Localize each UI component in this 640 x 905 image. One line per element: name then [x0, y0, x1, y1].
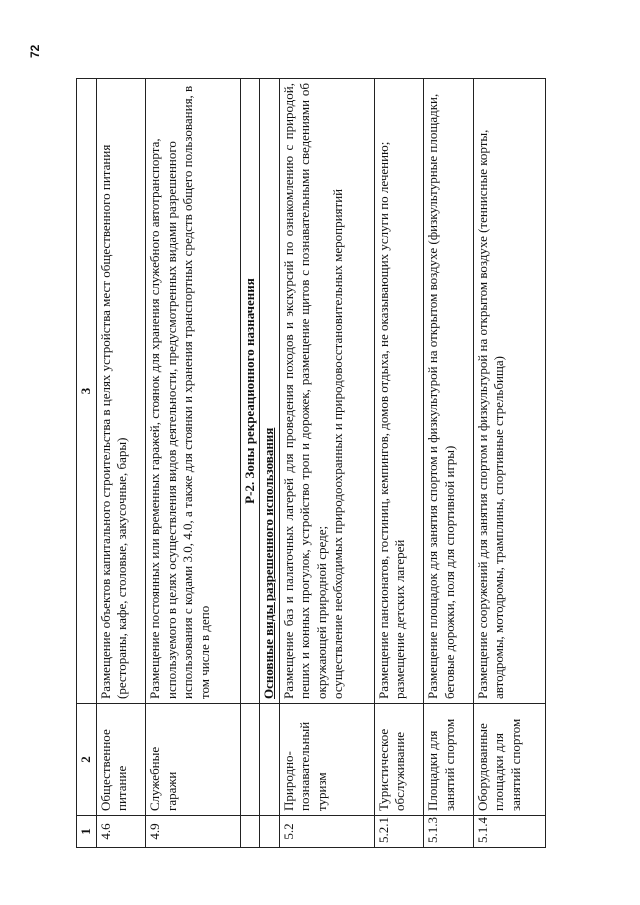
page-number: 72 [28, 44, 42, 58]
land-use-table [76, 78, 546, 848]
table-row [96, 79, 146, 848]
subsection-spacer-2 [260, 704, 280, 816]
description-line: Размещение площадок для занятия спортом и физкультурой на открытом воздухе (физкультурные площадки, беговые дорожки, поля для спортивной игры) [425, 93, 457, 699]
table-row [374, 79, 424, 848]
row-description [279, 79, 374, 704]
subsection-row [260, 79, 280, 848]
rotated-table-sheet [76, 78, 546, 848]
row-description [374, 79, 424, 704]
description-line: Размещение сооружений для занятия спортом и физкультурой на открытом воздухе (теннисные корты, автодромы, мотодромы, трамплины, спортивные стрельбища) [474, 129, 507, 699]
row-name: Оборудованные площадки для занятий спортом [473, 704, 545, 816]
header-cell-2: 2 [77, 704, 97, 816]
table-row [146, 79, 241, 848]
table-row [473, 79, 545, 848]
row-code: 5.2.1 [374, 816, 424, 848]
subsection-spacer-1 [260, 816, 280, 848]
subsection-title: Основные виды разрешенного использования [260, 79, 280, 704]
section-row [240, 79, 260, 848]
table-row [424, 79, 474, 848]
row-code: 5.1.3 [424, 816, 474, 848]
section-spacer-2 [240, 704, 260, 816]
row-name: Туристическое обслуживание [374, 704, 424, 816]
row-name: Природно-познавательный туризм [279, 704, 374, 816]
row-code: 4.9 [146, 816, 241, 848]
section-title: Р-2. Зоны рекреационного назначения [240, 79, 260, 704]
description-line: размещение детских лагерей [392, 539, 408, 699]
row-name: Общественное питание [96, 704, 146, 816]
table-row [279, 79, 374, 848]
section-spacer-1 [240, 816, 260, 848]
description-line: осуществление необходимых природоохранных и природовосстановительных мероприятий [330, 188, 346, 699]
header-cell-3: 3 [77, 79, 97, 704]
table-header-row [77, 79, 97, 848]
row-description: Размещение объектов капитального строительства в целях устройства мест общественного питания (рестораны, кафе, столовые, закусочные, бары) [96, 79, 146, 704]
row-description [473, 79, 545, 704]
row-code: 5.2 [279, 816, 374, 848]
description-line: Размещение баз и палаточных лагерей для проведения походов и экскурсий по ознакомлению с природой, пеших и конных прогулок, устройство троп и дорожек, размещение щитов с познавательными сведениями об окружающей природной среде; [280, 83, 329, 699]
row-description [424, 79, 474, 704]
header-cell-1: 1 [77, 816, 97, 848]
description-line: Размещение пансионатов, гостиниц, кемпингов, домов отдыха, не оказывающих услуги по лечению; [375, 141, 391, 699]
row-code: 5.1.4 [473, 816, 545, 848]
row-code: 4.6 [96, 816, 146, 848]
row-name: Служебные гаражи [146, 704, 241, 816]
row-name: Площадки для занятий спортом [424, 704, 474, 816]
row-description: Размещение постоянных или временных гаражей, стоянок для хранения служебного автотранспорта, используемого в целях осуществления видов деятельности, предусмотренных видами разрешенного использования с кодами 3.0, 4.0, а также для стоянки и хранения транспортных средств общего пользования, в том числе в депо [146, 79, 241, 704]
